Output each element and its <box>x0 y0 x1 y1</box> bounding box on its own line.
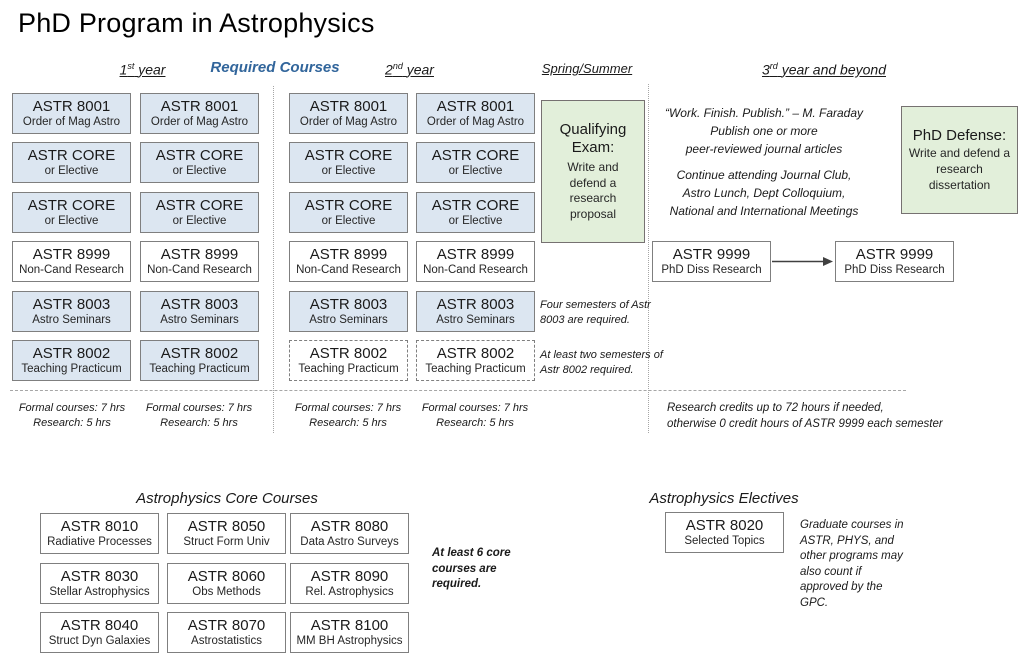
course-desc: PhD Diss Research <box>661 263 762 276</box>
course-desc: or Elective <box>321 164 376 177</box>
note-line: otherwise 0 credit hours of ASTR 9999 each semester <box>667 417 943 430</box>
course-box-y1a-8001 <box>12 93 131 134</box>
note-electives: Graduate courses in ASTR, PHYS, and other programs may also count if approved by the GPC. <box>800 519 904 609</box>
course-code: ASTR 8003 <box>160 296 239 314</box>
quote-line: peer-reviewed journal articles <box>685 142 843 156</box>
course-desc: PhD Diss Research <box>844 263 945 276</box>
arrow-icon <box>772 255 834 273</box>
course-code: ASTR 8090 <box>310 568 389 586</box>
course-box-9999-second <box>835 241 954 282</box>
core-courses-title: Astrophysics Core Courses <box>136 490 318 507</box>
course-desc: or Elective <box>44 214 99 227</box>
course-code: ASTR 8070 <box>187 617 266 635</box>
course-code: ASTR 9999 <box>855 246 934 264</box>
note-four-semesters: Four semesters of Astr 8003 are required. <box>540 299 651 326</box>
note-two-semesters: At least two semesters of Astr 8002 required. <box>540 349 663 376</box>
course-code: ASTR 8010 <box>60 518 139 536</box>
course-box-8060 <box>167 563 286 604</box>
qualifying-exam-title: Qualifying Exam: <box>559 120 627 157</box>
course-code: ASTR 8999 <box>436 246 515 264</box>
course-desc: MM BH Astrophysics <box>296 634 403 647</box>
course-box-8070 <box>167 612 286 653</box>
note-line: National and International Meetings <box>669 204 859 218</box>
course-code: ASTR 8080 <box>310 518 389 536</box>
course-box-8090 <box>290 563 409 604</box>
note-line: Research credits up to 72 hours if needed, <box>667 402 884 414</box>
course-box-8030 <box>40 563 159 604</box>
quote-line: “Work. Finish. Publish.” – M. Faraday <box>664 106 864 120</box>
course-box-y1a-8003 <box>12 291 131 332</box>
superscript: rd <box>769 61 778 71</box>
course-box-8080 <box>290 513 409 554</box>
course-code: ASTR CORE <box>431 197 520 215</box>
course-desc: Struct Dyn Galaxies <box>48 634 151 647</box>
superscript: nd <box>392 61 403 71</box>
note-line: Research: 5 hrs <box>309 416 387 429</box>
course-desc: Non-Cand Research <box>19 263 124 276</box>
course-box-8100 <box>290 612 409 653</box>
course-code: ASTR 8100 <box>310 617 389 635</box>
course-code: ASTR CORE <box>27 197 116 215</box>
course-box-y1b-8999 <box>140 241 259 282</box>
phd-defense-box <box>901 106 1018 214</box>
course-box-y2b-8001 <box>416 93 535 134</box>
course-code: ASTR 8001 <box>309 98 388 116</box>
course-box-y2b-8002 <box>416 340 535 381</box>
note-hours-y2a <box>288 401 408 431</box>
header-3rd-year: 3rd year and beyond <box>761 61 886 78</box>
course-desc: Non-Cand Research <box>147 263 252 276</box>
note-research-credits <box>667 401 947 432</box>
course-desc: Struct Form Univ <box>183 535 270 548</box>
course-box-y1a-8999 <box>12 241 131 282</box>
course-box-8020 <box>665 512 784 553</box>
note-line: Formal courses: 7 hrs <box>294 402 402 414</box>
course-desc: Astro Seminars <box>309 313 388 326</box>
note-line: Formal courses: 7 hrs <box>421 402 529 414</box>
course-desc: Data Astro Surveys <box>300 535 399 548</box>
course-desc: Rel. Astrophysics <box>305 585 394 598</box>
course-desc: Order of Mag Astro <box>150 115 249 128</box>
superscript: st <box>127 61 135 71</box>
course-box-y1a-core2 <box>12 192 131 233</box>
course-box-y1b-8001 <box>140 93 259 134</box>
note-line: Continue attending Journal Club, <box>676 168 852 182</box>
note-core-required: At least 6 core courses are required. <box>432 547 511 591</box>
header-2nd-year: 2nd year <box>385 61 434 78</box>
electives-title: Astrophysics Electives <box>649 490 799 507</box>
course-box-y2a-8999 <box>289 241 408 282</box>
course-box-y1a-8002 <box>12 340 131 381</box>
course-box-y2b-8999 <box>416 241 535 282</box>
course-desc: or Elective <box>321 214 376 227</box>
course-desc: Astro Seminars <box>32 313 111 326</box>
note-line: Astro Lunch, Dept Colloquium, <box>682 186 846 200</box>
course-code: ASTR 8001 <box>32 98 111 116</box>
course-desc: Astro Seminars <box>160 313 239 326</box>
course-box-8040 <box>40 612 159 653</box>
continue-attending-note <box>648 166 880 220</box>
note-line: Research: 5 hrs <box>436 416 514 429</box>
course-code: ASTR 8001 <box>160 98 239 116</box>
course-desc: Obs Methods <box>192 585 261 598</box>
qualifying-exam-box <box>541 100 645 243</box>
course-desc: Stellar Astrophysics <box>49 585 150 598</box>
course-box-y2a-8001 <box>289 93 408 134</box>
course-code: ASTR 8060 <box>187 568 266 586</box>
course-desc: Astro Seminars <box>436 313 515 326</box>
course-desc: or Elective <box>44 164 99 177</box>
course-code: ASTR 8999 <box>32 246 111 264</box>
course-box-8050 <box>167 513 286 554</box>
course-code: ASTR CORE <box>304 197 393 215</box>
course-desc: Teaching Practicum <box>298 362 399 375</box>
course-desc: Non-Cand Research <box>296 263 401 276</box>
note-line: Research: 5 hrs <box>160 416 238 429</box>
course-box-y2b-core1 <box>416 142 535 183</box>
course-desc: Astrostatistics <box>191 634 262 647</box>
note-hours-y1a <box>12 401 132 431</box>
note-hours-y2b <box>415 401 535 431</box>
course-code: ASTR CORE <box>431 147 520 165</box>
divider-year1-year2 <box>273 86 274 433</box>
course-code: ASTR 8003 <box>309 296 388 314</box>
note-line: Formal courses: 7 hrs <box>145 402 253 414</box>
course-box-y1b-8003 <box>140 291 259 332</box>
course-box-y2b-8003 <box>416 291 535 332</box>
course-code: ASTR 8002 <box>160 345 239 363</box>
course-box-y2b-core2 <box>416 192 535 233</box>
course-desc: Teaching Practicum <box>21 362 122 375</box>
course-box-y2a-core1 <box>289 142 408 183</box>
course-code: ASTR 8040 <box>60 617 139 635</box>
note-hours-y1b <box>139 401 259 431</box>
course-desc: or Elective <box>448 164 503 177</box>
quote-line: Publish one or more <box>710 124 818 138</box>
note-line: Research: 5 hrs <box>33 416 111 429</box>
course-box-9999-first <box>652 241 771 282</box>
course-code: ASTR CORE <box>155 147 244 165</box>
course-box-8010 <box>40 513 159 554</box>
course-code: ASTR 8003 <box>436 296 515 314</box>
course-desc: Order of Mag Astro <box>299 115 398 128</box>
phd-defense-body: Write and defend a research dissertation <box>908 146 1011 192</box>
faraday-quote <box>648 104 880 158</box>
qualifying-exam-body: Write and defend a research proposal <box>567 160 619 221</box>
course-code: ASTR 8002 <box>309 345 388 363</box>
course-code: ASTR 8030 <box>60 568 139 586</box>
note-line: Formal courses: 7 hrs <box>18 402 126 414</box>
course-desc: Radiative Processes <box>47 535 152 548</box>
course-desc: Non-Cand Research <box>423 263 528 276</box>
course-box-y2a-core2 <box>289 192 408 233</box>
course-desc: Order of Mag Astro <box>22 115 121 128</box>
course-box-y1b-core1 <box>140 142 259 183</box>
course-desc: or Elective <box>172 214 227 227</box>
phd-defense-title: PhD Defense: <box>912 126 1007 144</box>
course-box-y1b-8002 <box>140 340 259 381</box>
course-desc: or Elective <box>448 214 503 227</box>
course-code: ASTR 8999 <box>309 246 388 264</box>
course-code: ASTR 8002 <box>32 345 111 363</box>
course-box-y1a-core1 <box>12 142 131 183</box>
course-desc: Selected Topics <box>684 534 765 547</box>
header-1st-year: 1st year <box>119 61 166 78</box>
course-code: ASTR CORE <box>27 147 116 165</box>
course-desc: Order of Mag Astro <box>426 115 525 128</box>
course-desc: Teaching Practicum <box>425 362 526 375</box>
course-code: ASTR 8002 <box>436 345 515 363</box>
course-code: ASTR 8001 <box>436 98 515 116</box>
course-code: ASTR CORE <box>155 197 244 215</box>
page-title: PhD Program in Astrophysics <box>18 8 375 38</box>
course-box-y1b-core2 <box>140 192 259 233</box>
course-box-y2a-8003 <box>289 291 408 332</box>
course-code: ASTR 8003 <box>32 296 111 314</box>
header-required-courses: Required Courses <box>210 59 340 76</box>
header-spring-summer: Spring/Summer <box>541 61 633 76</box>
course-code: ASTR 8020 <box>685 517 764 535</box>
course-code: ASTR CORE <box>304 147 393 165</box>
course-code: ASTR 9999 <box>672 246 751 264</box>
course-desc: Teaching Practicum <box>149 362 250 375</box>
divider-horizontal <box>10 390 906 391</box>
course-code: ASTR 8050 <box>187 518 266 536</box>
course-desc: or Elective <box>172 164 227 177</box>
course-box-y2a-8002 <box>289 340 408 381</box>
course-code: ASTR 8999 <box>160 246 239 264</box>
